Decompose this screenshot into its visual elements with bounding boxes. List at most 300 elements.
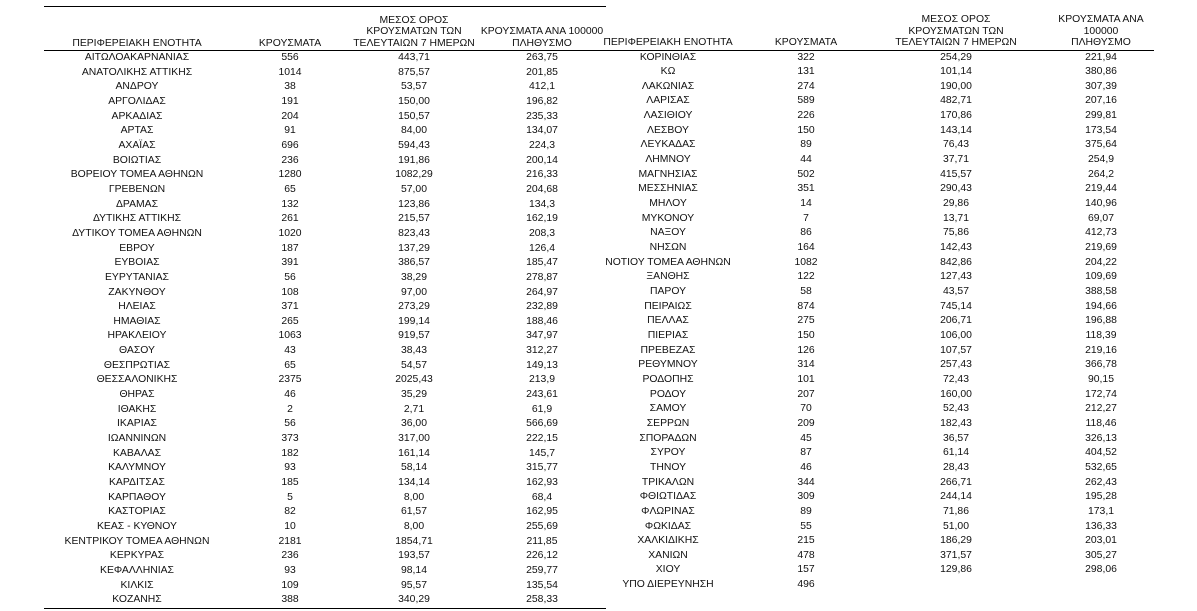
cell-avg7: 594,43 bbox=[398, 139, 430, 151]
cell-avg7: 137,29 bbox=[398, 242, 430, 254]
cell-avg7: 482,71 bbox=[940, 95, 972, 107]
table-row bbox=[44, 66, 606, 81]
cell-cases: 55 bbox=[800, 520, 812, 532]
cell-avg7: 170,86 bbox=[940, 110, 972, 122]
cell-region: ΜΗΛΟΥ bbox=[649, 198, 687, 210]
table-row bbox=[44, 315, 606, 330]
cell-cases: 344 bbox=[797, 476, 815, 488]
header-row bbox=[44, 7, 606, 51]
table-row bbox=[588, 329, 1154, 344]
cell-per100k: 388,58 bbox=[1085, 286, 1117, 297]
table-row bbox=[588, 446, 1154, 461]
table-row bbox=[588, 138, 1154, 153]
cell-cases: 93 bbox=[284, 564, 296, 576]
table-row bbox=[44, 535, 606, 550]
cell-avg7: 38,43 bbox=[400, 345, 427, 357]
cell-per100k: 162,19 bbox=[526, 213, 558, 225]
cell-per100k: 211,85 bbox=[526, 535, 558, 547]
cell-avg7: 58,14 bbox=[400, 462, 427, 474]
cell-cases: 58 bbox=[800, 286, 812, 297]
cell-region: ΔΥΤΙΚΟΥ ΤΟΜΕΑ ΑΘΗΝΩΝ bbox=[72, 227, 202, 239]
cell-cases: 351 bbox=[797, 183, 815, 195]
table-row bbox=[44, 51, 606, 66]
cell-cases: 207 bbox=[797, 388, 815, 400]
cell-cases: 589 bbox=[797, 95, 815, 107]
cell-region: ΚΙΛΚΙΣ bbox=[120, 579, 154, 591]
cell-cases: 265 bbox=[281, 315, 299, 327]
cell-region: ΜΑΓΝΗΣΙΑΣ bbox=[638, 168, 698, 180]
table-row bbox=[588, 417, 1154, 432]
cell-avg7: 745,14 bbox=[940, 300, 972, 312]
cell-cases: 215 bbox=[797, 535, 815, 547]
table-row bbox=[44, 432, 606, 447]
table-row bbox=[44, 549, 606, 564]
cell-per100k: 134,07 bbox=[526, 125, 558, 137]
cell-region: ΕΒΡΟΥ bbox=[119, 242, 155, 254]
cell-per100k: 566,69 bbox=[526, 418, 558, 430]
table-row bbox=[44, 110, 606, 125]
cell-cases: 696 bbox=[281, 139, 299, 151]
table-row bbox=[588, 344, 1154, 359]
cell-region: ΜΕΣΣΗΝΙΑΣ bbox=[638, 183, 698, 195]
cell-per100k: 264,2 bbox=[1087, 168, 1114, 180]
cell-per100k: 134,3 bbox=[528, 198, 555, 210]
cell-avg7: 371,57 bbox=[940, 549, 972, 561]
cell-per100k: 264,97 bbox=[526, 286, 558, 298]
table-row bbox=[588, 461, 1154, 476]
cell-avg7: 257,43 bbox=[940, 359, 972, 371]
cell-avg7: 182,43 bbox=[940, 417, 972, 429]
cell-cases: 131 bbox=[797, 66, 815, 78]
table-row bbox=[588, 402, 1154, 417]
cell-cases: 89 bbox=[800, 505, 812, 517]
cell-region: ΚΑΡΔΙΤΣΑΣ bbox=[109, 477, 165, 489]
cell-per100k: 136,33 bbox=[1085, 520, 1117, 532]
cell-avg7 bbox=[864, 578, 1048, 593]
cell-region: ΚΕΑΣ - ΚΥΘΝΟΥ bbox=[97, 521, 177, 532]
cell-region: ΦΛΩΡΙΝΑΣ bbox=[641, 505, 695, 517]
cell-avg7: 215,57 bbox=[398, 213, 430, 225]
table-row bbox=[588, 490, 1154, 505]
cell-avg7: 290,43 bbox=[940, 183, 972, 195]
cell-cases: 236 bbox=[281, 550, 299, 562]
cell-per100k: 312,27 bbox=[526, 345, 558, 357]
table-row bbox=[588, 197, 1154, 212]
table-row bbox=[588, 285, 1154, 300]
cell-region: ΙΘΑΚΗΣ bbox=[117, 403, 157, 415]
cell-region: ΙΚΑΡΙΑΣ bbox=[117, 418, 157, 430]
cell-region: ΙΩΑΝΝΙΝΩΝ bbox=[107, 433, 167, 445]
cell-avg7: 28,43 bbox=[942, 461, 969, 473]
cell-cases: 261 bbox=[281, 213, 299, 225]
cell-region: ΛΑΣΙΘΙΟΥ bbox=[643, 110, 693, 122]
cell-per100k: 90,15 bbox=[1087, 373, 1114, 385]
cell-avg7: 161,14 bbox=[398, 447, 430, 459]
cell-cases: 874 bbox=[797, 300, 815, 312]
cell-avg7: 875,57 bbox=[398, 66, 430, 78]
cell-avg7: 160,00 bbox=[940, 388, 972, 400]
cell-region: ΘΕΣΣΑΛΟΝΙΚΗΣ bbox=[96, 374, 178, 386]
cell-avg7: 8,00 bbox=[403, 491, 425, 503]
cell-cases: 93 bbox=[284, 462, 296, 474]
table-row bbox=[44, 271, 606, 286]
cell-cases: 89 bbox=[800, 139, 812, 151]
cell-cases: 185 bbox=[281, 477, 299, 489]
cell-avg7: 38,29 bbox=[400, 271, 427, 283]
cell-cases: 46 bbox=[800, 461, 812, 473]
cell-cases: 1014 bbox=[278, 66, 302, 78]
cell-per100k: 212,27 bbox=[1085, 403, 1117, 415]
cell-cases: 182 bbox=[281, 447, 299, 459]
cell-cases: 44 bbox=[800, 154, 812, 166]
cell-region: ΛΑΚΩΝΙΑΣ bbox=[641, 80, 695, 92]
cell-region: ΡΟΔΟΠΗΣ bbox=[642, 373, 694, 385]
left-table-half bbox=[44, 6, 606, 609]
cell-avg7: 13,71 bbox=[942, 212, 969, 224]
cell-per100k: 263,75 bbox=[526, 52, 558, 63]
cell-per100k: 226,12 bbox=[526, 550, 558, 562]
cell-avg7: 61,14 bbox=[942, 447, 969, 459]
cell-region: ΚΑΛΥΜΝΟΥ bbox=[108, 462, 166, 474]
cell-region: ΑΡΤΑΣ bbox=[120, 125, 154, 137]
cell-cases: 101 bbox=[797, 373, 815, 385]
cell-avg7: 1082,29 bbox=[395, 169, 433, 181]
cell-avg7: 36,57 bbox=[942, 432, 969, 444]
cell-per100k: 201,85 bbox=[526, 66, 558, 78]
cell-cases: 122 bbox=[797, 271, 815, 283]
cell-region: ΓΡΕΒΕΝΩΝ bbox=[108, 183, 166, 195]
table-row bbox=[44, 212, 606, 227]
table-row bbox=[588, 270, 1154, 285]
table-row bbox=[588, 168, 1154, 183]
table-row bbox=[44, 447, 606, 462]
cell-region: ΕΥΡΥΤΑΝΙΑΣ bbox=[105, 271, 169, 283]
cell-per100k: 68,4 bbox=[531, 491, 553, 503]
cell-avg7: 842,86 bbox=[940, 256, 972, 268]
table-row bbox=[588, 534, 1154, 549]
cell-cases: 391 bbox=[281, 257, 299, 269]
cell-avg7: 37,71 bbox=[942, 154, 969, 166]
table-row bbox=[588, 578, 1154, 593]
cell-per100k: 69,07 bbox=[1087, 212, 1114, 224]
table-row bbox=[588, 65, 1154, 80]
cell-region: ΠΕΙΡΑΙΩΣ bbox=[644, 300, 692, 312]
cell-avg7: 43,57 bbox=[942, 286, 969, 297]
cell-cases: 274 bbox=[797, 80, 815, 92]
cell-cases: 1280 bbox=[278, 169, 302, 181]
cell-per100k: 258,33 bbox=[478, 593, 606, 608]
cell-per100k: 307,39 bbox=[1085, 80, 1117, 92]
right-table-half bbox=[588, 6, 1154, 593]
cell-per100k: 196,88 bbox=[1085, 315, 1117, 327]
cell-per100k: 126,4 bbox=[528, 242, 555, 254]
cases-table-right bbox=[588, 6, 1154, 593]
cell-avg7: 106,00 bbox=[940, 329, 972, 341]
table-row bbox=[44, 139, 606, 154]
cell-cases: 150 bbox=[797, 124, 815, 136]
cell-per100k: 375,64 bbox=[1085, 139, 1117, 151]
cell-region: ΤΗΝΟΥ bbox=[649, 461, 687, 473]
cell-cases: 109 bbox=[281, 579, 299, 591]
table-row bbox=[588, 124, 1154, 139]
cell-avg7: 84,00 bbox=[400, 125, 427, 137]
cell-cases: 1063 bbox=[278, 330, 302, 342]
table-row bbox=[44, 476, 606, 491]
cell-per100k: 194,66 bbox=[1085, 300, 1117, 312]
cell-per100k: 219,44 bbox=[1085, 183, 1117, 195]
table-row bbox=[44, 95, 606, 110]
table-row bbox=[44, 579, 606, 594]
cell-region: ΑΡΓΟΛΙΔΑΣ bbox=[108, 95, 166, 107]
cell-per100k: 259,77 bbox=[526, 564, 558, 576]
cell-cases: 14 bbox=[800, 198, 812, 210]
cell-cases: 2375 bbox=[278, 374, 302, 386]
table-row bbox=[44, 564, 606, 579]
cell-per100k: 216,33 bbox=[526, 169, 558, 181]
table-row bbox=[588, 94, 1154, 109]
cell-avg7: 199,14 bbox=[398, 315, 430, 327]
cell-cases: 2181 bbox=[278, 535, 302, 547]
table-row bbox=[588, 212, 1154, 227]
cell-region: ΗΛΕΙΑΣ bbox=[118, 301, 156, 313]
cell-region: ΣΠΟΡΑΔΩΝ bbox=[639, 432, 697, 444]
cell-per100k: 532,65 bbox=[1085, 461, 1117, 473]
cell-per100k: 149,13 bbox=[526, 359, 558, 371]
cell-cases: 556 bbox=[281, 52, 299, 63]
cell-cases: 236 bbox=[281, 154, 299, 166]
cell-per100k: 173,1 bbox=[1087, 505, 1114, 517]
cell-cases: 82 bbox=[284, 506, 296, 518]
cell-cases: 373 bbox=[281, 433, 299, 445]
cell-cases: 150 bbox=[797, 329, 815, 341]
cell-cases: 164 bbox=[797, 242, 815, 254]
table-row bbox=[588, 153, 1154, 168]
cell-avg7: 51,00 bbox=[942, 520, 969, 532]
cell-cases: 309 bbox=[797, 491, 815, 503]
table-row bbox=[44, 373, 606, 388]
header-row bbox=[588, 6, 1154, 50]
cell-cases: 209 bbox=[797, 417, 815, 429]
table-row bbox=[44, 154, 606, 169]
cell-region: ΚΟΡΙΝΘΙΑΣ bbox=[639, 51, 697, 63]
cell-per100k: 366,78 bbox=[1085, 359, 1117, 371]
cell-per100k: 232,89 bbox=[526, 301, 558, 313]
cell-cases: 45 bbox=[800, 432, 812, 444]
cell-region: ΒΟΙΩΤΙΑΣ bbox=[112, 154, 162, 166]
cell-region: ΡΕΘΥΜΝΟΥ bbox=[638, 359, 698, 371]
table-row bbox=[44, 388, 606, 403]
table-row bbox=[588, 226, 1154, 241]
table-row bbox=[588, 80, 1154, 95]
cell-avg7: 97,00 bbox=[400, 286, 427, 298]
cell-region: ΗΜΑΘΙΑΣ bbox=[113, 315, 161, 327]
cell-cases: 132 bbox=[281, 198, 299, 210]
cell-per100k: 262,43 bbox=[1085, 476, 1117, 488]
cell-region: ΣΥΡΟΥ bbox=[650, 447, 686, 459]
cell-avg7: 2025,43 bbox=[395, 374, 433, 386]
table-row bbox=[44, 168, 606, 183]
cell-region: ΚΑΣΤΟΡΙΑΣ bbox=[108, 506, 166, 518]
table-row bbox=[44, 520, 606, 535]
table-row bbox=[588, 476, 1154, 491]
cell-per100k: 203,01 bbox=[1085, 535, 1117, 547]
cell-region: ΑΡΚΑΔΙΑΣ bbox=[111, 110, 163, 122]
table-row bbox=[44, 80, 606, 95]
header-avg7: ΜΕΣΟΣ ΟΡΟΣ ΚΡΟΥΣΜΑΤΩΝ ΤΩΝ ΤΕΛΕΥΤΑΙΩΝ 7 ΗΜΕΡΩΝ bbox=[350, 7, 478, 51]
cell-per100k: 188,46 bbox=[526, 315, 558, 327]
table-row bbox=[588, 109, 1154, 124]
cell-region: ΚΟΖΑΝΗΣ bbox=[44, 593, 230, 608]
cell-per100k: 61,9 bbox=[531, 403, 553, 415]
cell-per100k: 135,54 bbox=[526, 579, 558, 591]
cell-cases: 187 bbox=[281, 242, 299, 254]
cell-per100k: 255,69 bbox=[526, 521, 558, 532]
table-row bbox=[588, 50, 1154, 65]
cell-cases: 56 bbox=[284, 418, 296, 430]
cell-avg7: 36,00 bbox=[400, 418, 427, 430]
table-row bbox=[588, 241, 1154, 256]
cell-avg7: 8,00 bbox=[403, 521, 425, 532]
cell-region: ΔΥΤΙΚΗΣ ΑΤΤΙΚΗΣ bbox=[92, 213, 182, 225]
cell-avg7: 134,14 bbox=[398, 477, 430, 489]
cell-per100k: 185,47 bbox=[526, 257, 558, 269]
cell-avg7: 54,57 bbox=[400, 359, 427, 371]
cell-per100k: 140,96 bbox=[1085, 198, 1117, 210]
cell-avg7: 254,29 bbox=[940, 51, 972, 63]
cell-avg7: 101,14 bbox=[940, 66, 972, 78]
cell-region: ΛΑΡΙΣΑΣ bbox=[646, 95, 690, 107]
cell-region: ΝΑΞΟΥ bbox=[650, 227, 686, 239]
cell-avg7: 71,86 bbox=[942, 505, 969, 517]
cell-region: ΕΥΒΟΙΑΣ bbox=[114, 257, 160, 269]
cell-cases: 65 bbox=[284, 183, 296, 195]
table-row bbox=[588, 256, 1154, 271]
cell-region: ΔΡΑΜΑΣ bbox=[115, 198, 159, 210]
cell-avg7: 61,57 bbox=[400, 506, 427, 518]
cell-avg7: 53,57 bbox=[400, 81, 427, 93]
cell-avg7: 35,29 bbox=[400, 389, 427, 401]
table-row bbox=[588, 314, 1154, 329]
header-cases: ΚΡΟΥΣΜΑΤΑ bbox=[748, 6, 864, 50]
cell-region: ΚΑΡΠΑΘΟΥ bbox=[108, 491, 166, 503]
header-avg7: ΜΕΣΟΣ ΟΡΟΣ ΚΡΟΥΣΜΑΤΩΝ ΤΩΝ ΤΕΛΕΥΤΑΙΩΝ 7 ΗΜΕΡΩΝ bbox=[864, 6, 1048, 50]
table-row bbox=[44, 417, 606, 432]
cell-avg7: 206,71 bbox=[940, 315, 972, 327]
cell-avg7: 98,14 bbox=[400, 564, 427, 576]
cell-region: ΣΑΜΟΥ bbox=[649, 403, 687, 415]
cell-per100k: 380,86 bbox=[1085, 66, 1117, 78]
cell-avg7: 150,57 bbox=[398, 110, 430, 122]
cell-per100k: 347,97 bbox=[526, 330, 558, 342]
cell-per100k: 208,3 bbox=[528, 227, 555, 239]
cell-region: ΑΧΑΪΑΣ bbox=[118, 139, 156, 151]
table-row bbox=[588, 520, 1154, 535]
cell-avg7: 76,43 bbox=[942, 139, 969, 151]
cell-per100k: 219,69 bbox=[1085, 242, 1117, 254]
cell-region: ΚΩ bbox=[660, 66, 676, 78]
cell-cases: 7 bbox=[803, 212, 809, 224]
cases-table-left bbox=[44, 6, 606, 609]
cell-avg7: 72,43 bbox=[942, 373, 969, 385]
cell-avg7: 150,00 bbox=[398, 95, 430, 107]
cell-avg7: 186,29 bbox=[940, 535, 972, 547]
cell-per100k: 299,81 bbox=[1085, 110, 1117, 122]
cell-region: ΘΑΣΟΥ bbox=[119, 345, 155, 357]
cell-per100k: 213,9 bbox=[528, 374, 555, 386]
cell-per100k: 243,61 bbox=[526, 389, 558, 401]
cell-region: ΠΑΡΟΥ bbox=[649, 286, 687, 297]
cell-per100k: 221,94 bbox=[1085, 51, 1117, 63]
header-region: ΠΕΡΙΦΕΡΕΙΑΚΗ ΕΝΟΤΗΤΑ bbox=[44, 7, 230, 51]
cell-avg7: 317,00 bbox=[398, 433, 430, 445]
table-row bbox=[588, 182, 1154, 197]
cell-cases: 10 bbox=[284, 521, 296, 532]
cell-cases: 70 bbox=[800, 403, 812, 415]
cell-region: ΠΡΕΒΕΖΑΣ bbox=[640, 344, 696, 356]
cell-region: ΧΑΝΙΩΝ bbox=[648, 549, 688, 561]
cell-per100k: 298,06 bbox=[1085, 564, 1117, 576]
cell-cases: 371 bbox=[281, 301, 299, 313]
cell-avg7: 95,57 bbox=[400, 579, 427, 591]
table-row bbox=[44, 344, 606, 359]
cell-cases: 322 bbox=[797, 51, 815, 63]
cell-cases: 157 bbox=[797, 564, 815, 576]
cell-region: ΠΙΕΡΙΑΣ bbox=[647, 329, 689, 341]
table-row bbox=[588, 373, 1154, 388]
cell-region: ΣΕΡΡΩΝ bbox=[646, 417, 690, 429]
cell-avg7: 142,43 bbox=[940, 242, 972, 254]
cell-avg7: 57,00 bbox=[400, 183, 427, 195]
table-row bbox=[588, 549, 1154, 564]
cell-region: ΑΝΑΤΟΛΙΚΗΣ ΑΤΤΙΚΗΣ bbox=[81, 66, 193, 78]
cell-region: ΚΕΦΑΛΛΗΝΙΑΣ bbox=[100, 564, 174, 576]
cell-per100k: 219,16 bbox=[1085, 344, 1117, 356]
cell-per100k: 204,22 bbox=[1085, 256, 1117, 268]
cell-region: ΧΑΛΚΙΔΙΚΗΣ bbox=[637, 535, 699, 547]
table-row bbox=[588, 358, 1154, 373]
table-row bbox=[588, 388, 1154, 403]
cell-avg7: 244,14 bbox=[940, 491, 972, 503]
cell-region: ΥΠΟ ΔΙΕΡΕΥΝΗΣΗ bbox=[622, 579, 714, 591]
cell-region: ΚΕΝΤΡΙΚΟΥ ΤΟΜΕΑ ΑΘΗΝΩΝ bbox=[64, 535, 210, 547]
cell-per100k: 412,73 bbox=[1085, 227, 1117, 239]
cell-region: ΤΡΙΚΑΛΩΝ bbox=[641, 476, 695, 488]
header-per100k: ΚΡΟΥΣΜΑΤΑ ΑΝΑ 100000 ΠΛΗΘΥΣΜΟ bbox=[1048, 6, 1154, 50]
cell-cases: 478 bbox=[797, 549, 815, 561]
cell-avg7: 52,43 bbox=[942, 403, 969, 415]
cell-avg7: 273,29 bbox=[398, 301, 430, 313]
cell-avg7: 129,86 bbox=[940, 564, 972, 576]
table-row bbox=[44, 124, 606, 139]
cell-cases: 87 bbox=[800, 447, 812, 459]
table-row bbox=[44, 593, 606, 608]
cell-avg7: 2,71 bbox=[403, 403, 425, 415]
cell-cases: 191 bbox=[281, 95, 299, 107]
cell-cases: 5 bbox=[287, 491, 293, 503]
cell-per100k: 196,82 bbox=[526, 95, 558, 107]
cell-avg7: 191,86 bbox=[398, 154, 430, 166]
cell-region: ΝΗΣΩΝ bbox=[649, 242, 687, 254]
cell-per100k: 118,39 bbox=[1085, 329, 1117, 341]
cell-avg7: 415,57 bbox=[940, 168, 972, 180]
cell-region: ΒΟΡΕΙΟΥ ΤΟΜΕΑ ΑΘΗΝΩΝ bbox=[70, 169, 204, 181]
cell-per100k: 254,9 bbox=[1087, 154, 1114, 166]
cell-cases: 126 bbox=[797, 344, 815, 356]
cell-avg7: 823,43 bbox=[398, 227, 430, 239]
cell-avg7: 127,43 bbox=[940, 271, 972, 283]
cell-per100k: 118,46 bbox=[1085, 417, 1117, 429]
cell-region: ΦΩΚΙΔΑΣ bbox=[644, 520, 692, 532]
